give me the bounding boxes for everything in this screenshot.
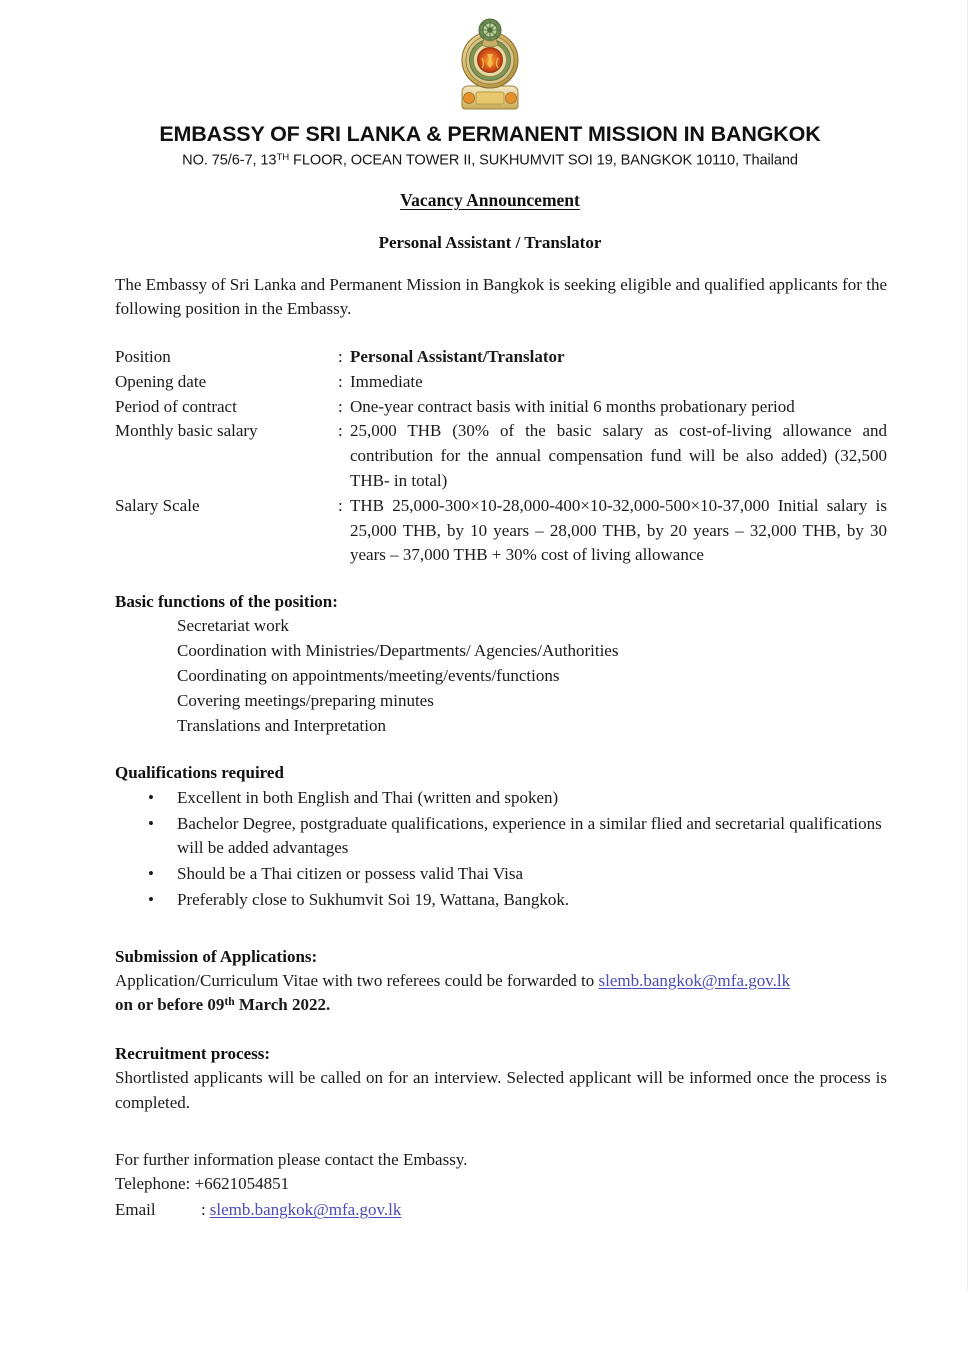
emblem-container — [0, 14, 980, 114]
basic-functions-section — [115, 590, 887, 739]
submission-email-link[interactable]: slemb.bangkok@mfa.gov.lk — [598, 970, 791, 990]
detail-value: 25,000 THB (30% of the basic salary as cost-of-living allowance and contribution for the annual compensation fund will be also added) (32,500 THB- in total) — [350, 421, 887, 490]
submission-deadline — [115, 993, 887, 1018]
spacer — [115, 913, 887, 945]
detail-label: Salary Scale — [115, 495, 200, 515]
submission-heading: Submission of Applications: — [115, 946, 318, 966]
qualifications-section — [115, 761, 887, 913]
bullet-icon: • — [148, 890, 154, 910]
qualifications-list — [115, 786, 887, 913]
intro-paragraph: The Embassy of Sri Lanka and Permanent Mission in Bangkok is seeking eligible and qualified applicants for the following position in the Embassy. — [115, 275, 887, 319]
contact-email-link[interactable]: slemb.bangkok@mfa.gov.lk — [209, 1200, 402, 1220]
contact-telephone: Telephone: +6621054851 — [115, 1174, 290, 1194]
detail-label: Opening date — [115, 371, 207, 391]
address-post: FLOOR, OCEAN TOWER II, SUKHUMVIT SOI 19, BANGKOK 10110, Thailand — [289, 152, 798, 169]
list-item: Coordinating on appointments/meeting/events/functions — [177, 666, 560, 686]
detail-colon: : — [338, 495, 343, 515]
spacer — [115, 1116, 887, 1148]
submission-section — [115, 945, 887, 1018]
recruitment-section — [115, 1042, 887, 1115]
bullet-icon: • — [148, 787, 154, 807]
list-item: Coordination with Ministries/Departments/ Agencies/Authorities — [177, 641, 619, 661]
address-ordinal: TH — [276, 151, 290, 163]
list-item-text: Preferably close to Sukhumvit Soi 19, Wattana, Bangkok. — [177, 890, 570, 910]
list-item: Secretariat work — [177, 616, 289, 636]
basic-functions-heading: Basic functions of the position: — [115, 592, 338, 612]
detail-value: THB 25,000-300×10-28,000-400×10-32,000-500×10-37,000 Initial salary is 25,000 THB, by 10 years – 28,000 THB, by 20 years – 32,000 THB, by 30 years – 37,000 THB + 30% cost of living allowance — [350, 495, 887, 565]
submission-body — [115, 969, 887, 994]
contact-note: For further information please contact the Embassy. — [115, 1149, 468, 1169]
detail-label: Position — [115, 346, 171, 366]
detail-colon: : — [338, 371, 343, 391]
list-item-text: Excellent in both English and Thai (written and spoken) — [177, 787, 559, 807]
sri-lanka-national-emblem-icon — [454, 14, 526, 114]
organization-address — [0, 152, 980, 168]
address-pre: NO. 75/6-7, 13 — [182, 152, 277, 169]
detail-value: Immediate — [350, 371, 423, 391]
document-subtitle: Personal Assistant / Translator — [378, 233, 602, 252]
detail-row-period-of-contract — [115, 395, 887, 420]
detail-colon: : — [338, 421, 343, 441]
contact-email-row — [115, 1197, 887, 1223]
organization-name: EMBASSY OF SRI LANKA & PERMANENT MISSION IN BANGKOK — [159, 122, 821, 146]
detail-value: Personal Assistant/Translator — [350, 346, 565, 366]
submission-line-pre: Application/Curriculum Vitae with two referees could be forwarded to — [115, 970, 599, 990]
document-body — [115, 273, 887, 1223]
list-item-text: Should be a Thai citizen or possess valid Thai Visa — [177, 864, 524, 884]
contact-email-value — [206, 1197, 402, 1223]
recruitment-heading: Recruitment process: — [115, 1044, 271, 1064]
detail-label: Monthly basic salary — [115, 421, 258, 441]
detail-row-position — [115, 345, 887, 370]
deadline-pre: on or before 09 — [115, 995, 225, 1015]
qualifications-heading: Qualifications required — [115, 762, 284, 782]
detail-value: One-year contract basis with initial 6 months probationary period — [350, 396, 795, 416]
document-title-text: Vacancy Announcement — [400, 190, 580, 210]
detail-colon: : — [338, 346, 343, 366]
bullet-icon: • — [148, 864, 154, 884]
position-details-list — [115, 345, 887, 568]
list-item: Translations and Interpretation — [177, 715, 386, 735]
detail-row-salary-scale — [115, 494, 887, 568]
contact-email-colon: : — [201, 1200, 206, 1220]
basic-functions-list — [115, 614, 887, 739]
list-item: Covering meetings/preparing minutes — [177, 691, 434, 710]
contact-email-label: Email — [115, 1200, 156, 1220]
list-item — [115, 862, 887, 887]
deadline-ordinal: th — [224, 995, 235, 1009]
list-item — [115, 812, 887, 862]
list-item — [115, 888, 887, 913]
document-title — [0, 190, 980, 211]
list-item — [115, 786, 887, 811]
recruitment-body: Shortlisted applicants will be called on for an interview. Selected applicant will be informed once the process is completed. — [115, 1068, 887, 1112]
detail-row-monthly-basic-salary — [115, 419, 887, 493]
spacer — [115, 1018, 887, 1042]
detail-colon: : — [338, 396, 343, 416]
contact-section — [115, 1148, 887, 1223]
list-item-text: Bachelor Degree, postgraduate qualifications, experience in a similar flied and secretarial qualifications will be added advantages — [177, 813, 882, 858]
detail-label: Period of contract — [115, 396, 237, 416]
detail-row-opening-date — [115, 370, 887, 395]
deadline-post: March 2022. — [234, 995, 331, 1015]
letterhead — [0, 122, 980, 168]
bullet-icon: • — [148, 813, 154, 833]
